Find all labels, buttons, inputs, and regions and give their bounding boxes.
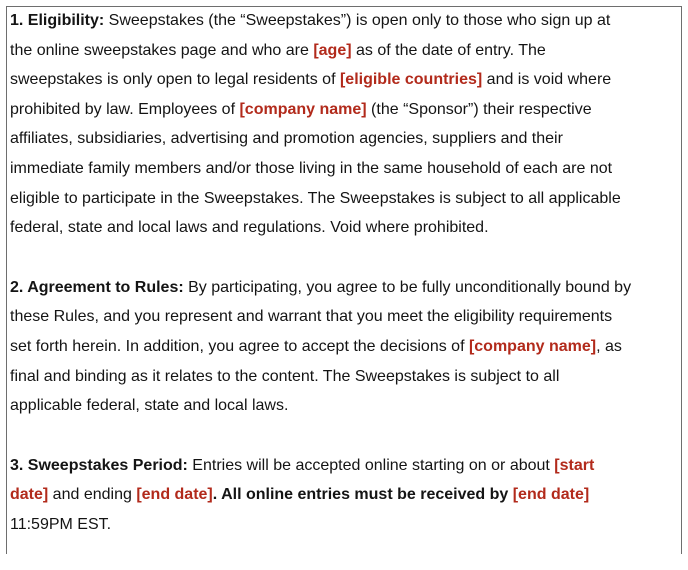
placeholder-field: date] [10, 486, 49, 504]
text-line [10, 124, 685, 154]
text-line [10, 510, 685, 540]
body-text: federal, state and local laws and regulations. Void where prohibited. [10, 219, 489, 237]
body-text: applicable federal, state and local laws. [10, 397, 289, 415]
body-text: , as [596, 337, 622, 355]
text-line [10, 65, 685, 95]
placeholder-field: [company name] [468, 337, 597, 355]
body-text: (the “Sponsor”) their respective [366, 100, 592, 118]
text-line [10, 154, 685, 184]
placeholder-field: [start [554, 456, 595, 474]
rules-section-1 [10, 6, 685, 243]
body-text: sweepstakes is only open to legal residents of [10, 71, 340, 89]
body-text: and is void where [482, 71, 612, 89]
body-text: affiliates, subsidiaries, advertising and promotion agencies, suppliers and their [10, 130, 563, 148]
section-heading: 3. Sweepstakes Period: [10, 456, 188, 474]
text-line [10, 451, 685, 481]
body-text: and ending [48, 486, 137, 504]
body-text: these Rules, and you represent and warrant that you meet the eligibility requirements [10, 308, 613, 326]
section-heading: 1. Eligibility: [10, 12, 105, 29]
body-text: Entries will be accepted online starting on or about [187, 456, 555, 474]
placeholder-field: [end date] [136, 486, 213, 504]
text-line [10, 273, 685, 303]
body-text: Sweepstakes (the “Sweepstakes”) is open only to those who sign up at [104, 12, 611, 29]
rules-section-2 [10, 273, 685, 421]
body-text: eligible to participate in the Sweepstakes. The Sweepstakes is subject to all applicable [10, 189, 621, 207]
text-line [10, 213, 685, 243]
text-line [10, 391, 685, 421]
section-heading: . All online entries must be received by [212, 486, 513, 504]
rules-section-3 [10, 451, 685, 540]
body-text: as of the date of entry. The [351, 41, 546, 59]
body-text: set forth herein. In addition, you agree to accept the decisions of [10, 337, 469, 355]
body-text: 11:59PM EST. [10, 515, 112, 533]
body-text: the online sweepstakes page and who are [10, 41, 314, 59]
placeholder-field: [end date] [512, 486, 590, 504]
section-heading: 2. Agreement to Rules: [10, 278, 184, 296]
body-text: final and binding as it relates to the content. The Sweepstakes is subject to all [10, 367, 560, 385]
rules-document [10, 6, 685, 570]
placeholder-field: [age] [313, 41, 352, 59]
text-line [10, 36, 685, 66]
text-line [10, 332, 685, 362]
text-line [10, 6, 685, 36]
body-text: prohibited by law. Employees of [10, 100, 240, 118]
placeholder-field: [eligible countries] [339, 71, 483, 89]
text-line [10, 95, 685, 125]
text-line [10, 480, 685, 510]
body-text: By participating, you agree to be fully unconditionally bound by [183, 278, 632, 296]
placeholder-field: [company name] [239, 100, 367, 118]
text-line [10, 184, 685, 214]
body-text: immediate family members and/or those living in the same household of each are not [10, 159, 613, 177]
text-line [10, 362, 685, 392]
text-line [10, 302, 685, 332]
